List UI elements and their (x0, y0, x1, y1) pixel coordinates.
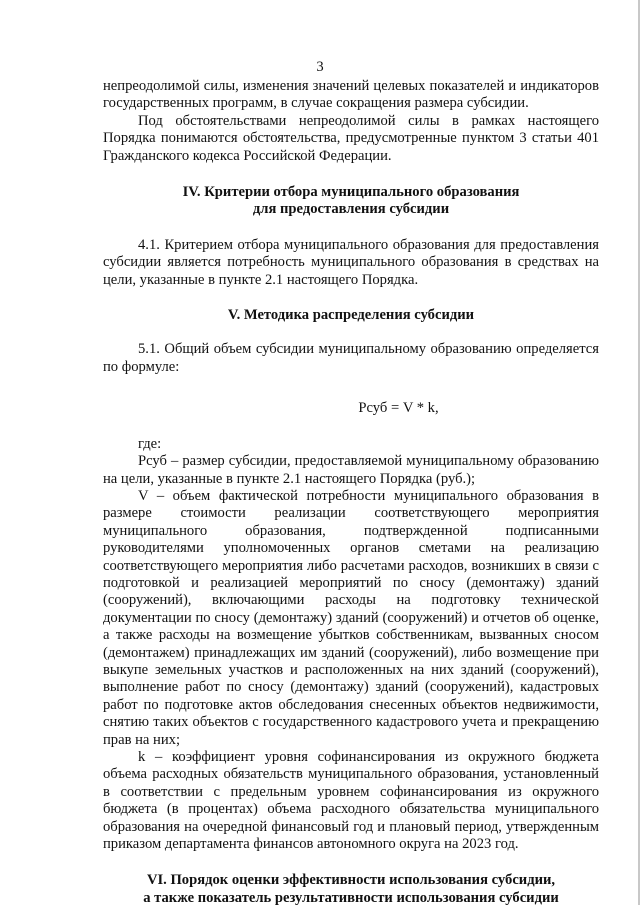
paragraph-force-majeure-definition: Под обстоятельствами непреодолимой силы в рамках настоящего Порядка понимаются обстоятельства, предусмотренные пунктом 3 статьи 401 Гражданского кодекса Российской Федерации. (103, 112, 599, 164)
section-5-intro: 5.1. Общий объем субсидии муниципальному образованию определяется по формуле: (103, 341, 599, 375)
definition-k: k – коэффициент уровня софинансирования из окружного бюджета объема расходных обязательств муниципального образования, установленный в соответствии с предельным уровнем софинансирования из окружного бюджета (в процентах) объема расходного обязательства муниципального образования на очередной финансовый год и плановый период, утвержденным приказом департамента финансов автономного округа на 2023 год. (103, 749, 599, 853)
subsidy-formula: Рсуб = V * k, (358, 400, 439, 417)
definition-p-sub: Рсуб – размер субсидии, предоставляемой муниципальному образованию на цели, указанные в пункте 2.1 настоящего Порядка (руб.); (103, 453, 599, 487)
section-6-title-line1: VI. Порядок оценки эффективности использования субсидии, (146, 872, 556, 889)
paragraph-force-majeure-end: непреодолимой силы, изменения значений целевых показателей и индикаторов государственных программ, в случае сокращения размера субсидии. (103, 78, 599, 112)
section-4-title-line1: IV. Критерии отбора муниципального образования (182, 184, 520, 201)
section-4-title-line2: для предоставления субсидии (252, 201, 450, 218)
formula-where: где: (138, 435, 162, 452)
section-6-title-line2: а также показатель результативности использования субсидии (143, 889, 559, 906)
page-number: 3 (316, 59, 324, 75)
section-4-text: 4.1. Критерием отбора муниципального образования для предоставления субсидии является потребность муниципального образования в средствах на цели, указанные в пункте 2.1 настоящего Порядка. (103, 236, 599, 288)
document-body (103, 78, 599, 907)
section-5-title: V. Методика распределения субсидии (227, 307, 475, 324)
definition-v: V – объем фактической потребности муниципального образования в размере стоимости реализации соответствующего мероприятия муниципального образования, подтвержденной подписанными руководителями уполномоченных органов сметами на реализацию соответствующего мероприятия либо расчетами расходов, возникших в связи с подготовкой и реализацией мероприятий по сносу (демонтажу) зданий (сооружений), включающими расходы на подготовку технической документации по сносу (демонтажу) зданий (сооружений) и отчетов об оценке, а также расходы на возмещение убытков собственникам, вызванных сносом (демонтажем) принадлежащих им зданий (сооружений), либо возмещение при выкупе земельных участков и расположенных на них зданий (сооружений), выполнение работ по сносу (демонтажу) зданий (сооружений), кадастровых работ по подготовке актов обследования снесенных объектов недвижимости, снятию таких объектов с государственного кадастрового учета и прекращению прав на них; (103, 487, 599, 748)
